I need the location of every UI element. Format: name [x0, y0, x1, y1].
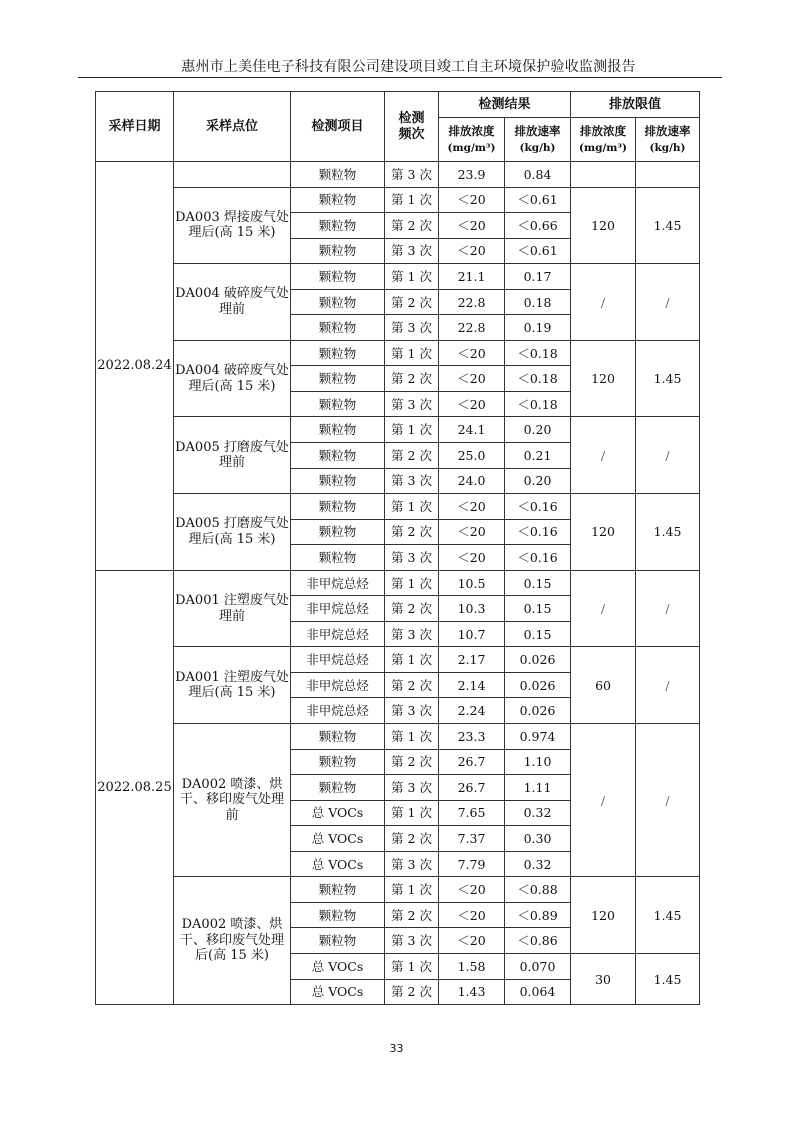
concentration-cell: 24.0	[439, 468, 505, 494]
report-header-title: 惠州市上美佳电子科技有限公司建设项目竣工自主环境保护验收监测报告	[181, 59, 636, 75]
table-row	[96, 724, 700, 750]
rate-cell: 0.15	[505, 621, 571, 647]
concentration-cell: ＜20	[439, 494, 505, 520]
frequency-cell: 第 2 次	[385, 366, 439, 392]
item-cell: 非甲烷总烃	[291, 647, 385, 673]
sampling-point-cell: DA001 注塑废气处理前	[174, 570, 291, 647]
concentration-cell: 2.17	[439, 647, 505, 673]
concentration-cell: 7.37	[439, 826, 505, 852]
rate-cell: ＜0.61	[505, 238, 571, 264]
limit-conc-cell: 120	[571, 340, 636, 417]
item-cell: 颗粒物	[291, 468, 385, 494]
item-cell: 非甲烷总烃	[291, 570, 385, 596]
frequency-cell: 第 2 次	[385, 213, 439, 239]
frequency-cell: 第 2 次	[385, 289, 439, 315]
frequency-cell: 第 3 次	[385, 545, 439, 571]
limit-conc-cell	[571, 162, 636, 188]
frequency-cell: 第 1 次	[385, 187, 439, 213]
rate-cell: 0.32	[505, 851, 571, 877]
item-cell: 颗粒物	[291, 724, 385, 750]
sampling-date-cell: 2022.08.24	[96, 162, 174, 571]
header-limit-rate: 排放速率 (kg/h)	[636, 118, 700, 162]
limit-rate-cell: 1.45	[636, 340, 700, 417]
concentration-cell: ＜20	[439, 213, 505, 239]
rate-cell: ＜0.18	[505, 391, 571, 417]
rate-cell: 0.18	[505, 289, 571, 315]
item-cell: 颗粒物	[291, 775, 385, 801]
frequency-cell: 第 1 次	[385, 417, 439, 443]
header-results: 检测结果	[439, 92, 571, 118]
rate-cell: 0.15	[505, 596, 571, 622]
header-point: 采样点位	[174, 92, 291, 162]
item-cell: 颗粒物	[291, 519, 385, 545]
header-frequency-line2: 频次	[398, 126, 425, 142]
limit-rate-cell: /	[636, 570, 700, 647]
item-cell: 颗粒物	[291, 264, 385, 290]
rate-cell: ＜0.89	[505, 902, 571, 928]
item-cell: 非甲烷总烃	[291, 672, 385, 698]
limit-conc-cell: /	[571, 724, 636, 877]
sampling-point-cell: DA005 打磨废气处理后(高 15 米)	[174, 494, 291, 571]
rate-cell: ＜0.16	[505, 519, 571, 545]
frequency-cell: 第 2 次	[385, 749, 439, 775]
rate-cell: 0.15	[505, 570, 571, 596]
frequency-cell: 第 2 次	[385, 443, 439, 469]
item-cell: 颗粒物	[291, 443, 385, 469]
table-row	[96, 647, 700, 673]
concentration-cell: ＜20	[439, 187, 505, 213]
item-cell: 颗粒物	[291, 238, 385, 264]
frequency-cell: 第 1 次	[385, 647, 439, 673]
rate-cell: 0.84	[505, 162, 571, 188]
item-cell: 颗粒物	[291, 289, 385, 315]
frequency-cell: 第 1 次	[385, 570, 439, 596]
header-conc: 排放浓度 (mg/m³)	[439, 118, 505, 162]
concentration-cell: 24.1	[439, 417, 505, 443]
limit-rate-cell: 1.45	[636, 877, 700, 954]
sampling-point-cell: DA002 喷漆、烘干、移印废气处理后(高 15 米)	[174, 877, 291, 1005]
concentration-cell: 7.79	[439, 851, 505, 877]
concentration-cell: ＜20	[439, 545, 505, 571]
item-cell: 颗粒物	[291, 902, 385, 928]
limit-rate-cell: 1.45	[636, 187, 700, 264]
frequency-cell: 第 3 次	[385, 315, 439, 341]
item-cell: 颗粒物	[291, 877, 385, 903]
limit-conc-cell: 120	[571, 877, 636, 954]
concentration-cell: 10.5	[439, 570, 505, 596]
concentration-cell: 1.43	[439, 979, 505, 1005]
limit-rate-cell: 1.45	[636, 494, 700, 571]
concentration-cell: ＜20	[439, 519, 505, 545]
frequency-cell: 第 2 次	[385, 596, 439, 622]
rate-cell: 0.19	[505, 315, 571, 341]
concentration-cell: 2.24	[439, 698, 505, 724]
limit-conc-cell: 60	[571, 647, 636, 724]
header-limits: 排放限值	[571, 92, 700, 118]
item-cell: 颗粒物	[291, 366, 385, 392]
item-cell: 非甲烷总烃	[291, 698, 385, 724]
header-frequency	[385, 92, 439, 162]
item-cell: 总 VOCs	[291, 953, 385, 979]
item-cell: 颗粒物	[291, 545, 385, 571]
table-row	[96, 187, 700, 213]
limit-conc-cell: 120	[571, 187, 636, 264]
rate-cell: 0.026	[505, 698, 571, 724]
concentration-cell: 26.7	[439, 775, 505, 801]
concentration-cell: 22.8	[439, 315, 505, 341]
item-cell: 总 VOCs	[291, 851, 385, 877]
sampling-point-cell: DA004 破碎废气处理后(高 15 米)	[174, 340, 291, 417]
concentration-cell: ＜20	[439, 340, 505, 366]
item-cell: 颗粒物	[291, 162, 385, 188]
item-cell: 总 VOCs	[291, 979, 385, 1005]
rate-cell: ＜0.16	[505, 545, 571, 571]
frequency-cell: 第 2 次	[385, 672, 439, 698]
concentration-cell: 21.1	[439, 264, 505, 290]
rate-cell: 0.32	[505, 800, 571, 826]
rate-cell: 0.20	[505, 468, 571, 494]
concentration-cell: 26.7	[439, 749, 505, 775]
concentration-cell: 22.8	[439, 289, 505, 315]
limit-conc-cell: /	[571, 417, 636, 494]
rate-cell: ＜0.86	[505, 928, 571, 954]
table-row	[96, 494, 700, 520]
sampling-point-cell: DA005 打磨废气处理前	[174, 417, 291, 494]
sampling-point-cell: DA003 焊接废气处理后(高 15 米)	[174, 187, 291, 264]
item-cell: 非甲烷总烃	[291, 596, 385, 622]
rate-cell: 1.11	[505, 775, 571, 801]
header-limit-conc: 排放浓度 (mg/m³)	[571, 118, 636, 162]
sampling-point-cell: DA001 注塑废气处理后(高 15 米)	[174, 647, 291, 724]
rate-cell: ＜0.16	[505, 494, 571, 520]
limit-rate-cell	[636, 162, 700, 188]
frequency-cell: 第 2 次	[385, 519, 439, 545]
frequency-cell: 第 2 次	[385, 902, 439, 928]
sampling-point-cell: DA004 破碎废气处理前	[174, 264, 291, 341]
header-frequency-line1: 检测	[398, 110, 425, 126]
rate-cell: ＜0.18	[505, 366, 571, 392]
frequency-cell: 第 1 次	[385, 953, 439, 979]
rate-cell: 0.30	[505, 826, 571, 852]
concentration-cell: ＜20	[439, 238, 505, 264]
header-rate: 排放速率 (kg/h)	[505, 118, 571, 162]
limit-rate-cell: 1.45	[636, 953, 700, 1004]
sampling-date-cell: 2022.08.25	[96, 570, 174, 1004]
concentration-cell: 23.3	[439, 724, 505, 750]
limit-rate-cell: /	[636, 647, 700, 724]
frequency-cell: 第 3 次	[385, 698, 439, 724]
rate-cell: ＜0.61	[505, 187, 571, 213]
frequency-cell: 第 3 次	[385, 162, 439, 188]
concentration-cell: 1.58	[439, 953, 505, 979]
frequency-cell: 第 1 次	[385, 264, 439, 290]
frequency-cell: 第 1 次	[385, 724, 439, 750]
frequency-cell: 第 3 次	[385, 621, 439, 647]
concentration-cell: ＜20	[439, 902, 505, 928]
item-cell: 颗粒物	[291, 315, 385, 341]
limit-conc-cell: 30	[571, 953, 636, 1004]
frequency-cell: 第 3 次	[385, 928, 439, 954]
frequency-cell: 第 2 次	[385, 979, 439, 1005]
limit-conc-cell: 120	[571, 494, 636, 571]
frequency-cell: 第 1 次	[385, 800, 439, 826]
rate-cell: 0.20	[505, 417, 571, 443]
frequency-cell: 第 3 次	[385, 468, 439, 494]
table-row	[96, 417, 700, 443]
rate-cell: 0.17	[505, 264, 571, 290]
rate-cell: ＜0.18	[505, 340, 571, 366]
frequency-cell: 第 1 次	[385, 494, 439, 520]
rate-cell: 0.070	[505, 953, 571, 979]
rate-cell: 0.21	[505, 443, 571, 469]
item-cell: 总 VOCs	[291, 800, 385, 826]
concentration-cell: ＜20	[439, 877, 505, 903]
concentration-cell: 23.9	[439, 162, 505, 188]
rate-cell: ＜0.66	[505, 213, 571, 239]
table-row	[96, 162, 700, 188]
item-cell: 颗粒物	[291, 391, 385, 417]
header-date: 采样日期	[96, 92, 174, 162]
sampling-point-cell	[174, 162, 291, 188]
rate-cell: 0.026	[505, 647, 571, 673]
concentration-cell: 10.7	[439, 621, 505, 647]
header-rule	[78, 77, 722, 78]
rate-cell: 0.974	[505, 724, 571, 750]
concentration-cell: ＜20	[439, 928, 505, 954]
frequency-cell: 第 3 次	[385, 238, 439, 264]
concentration-cell: 25.0	[439, 443, 505, 469]
frequency-cell: 第 3 次	[385, 775, 439, 801]
concentration-cell: 10.3	[439, 596, 505, 622]
item-cell: 颗粒物	[291, 340, 385, 366]
frequency-cell: 第 3 次	[385, 391, 439, 417]
limit-rate-cell: /	[636, 417, 700, 494]
item-cell: 颗粒物	[291, 213, 385, 239]
table-row	[96, 340, 700, 366]
monitoring-results-table	[95, 91, 700, 1005]
rate-cell: 0.064	[505, 979, 571, 1005]
item-cell: 颗粒物	[291, 187, 385, 213]
sampling-point-cell: DA002 喷漆、烘干、移印废气处理前	[174, 724, 291, 877]
item-cell: 颗粒物	[291, 417, 385, 443]
item-cell: 颗粒物	[291, 928, 385, 954]
limit-rate-cell: /	[636, 724, 700, 877]
rate-cell: 1.10	[505, 749, 571, 775]
frequency-cell: 第 3 次	[385, 851, 439, 877]
frequency-cell: 第 2 次	[385, 826, 439, 852]
concentration-cell: ＜20	[439, 391, 505, 417]
rate-cell: 0.026	[505, 672, 571, 698]
item-cell: 非甲烷总烃	[291, 621, 385, 647]
table-row	[96, 570, 700, 596]
item-cell: 颗粒物	[291, 749, 385, 775]
limit-conc-cell: /	[571, 264, 636, 341]
concentration-cell: ＜20	[439, 366, 505, 392]
frequency-cell: 第 1 次	[385, 877, 439, 903]
table-body	[96, 162, 700, 1005]
rate-cell: ＜0.88	[505, 877, 571, 903]
limit-conc-cell: /	[571, 570, 636, 647]
item-cell: 总 VOCs	[291, 826, 385, 852]
item-cell: 颗粒物	[291, 494, 385, 520]
limit-rate-cell: /	[636, 264, 700, 341]
header-item: 检测项目	[291, 92, 385, 162]
page-number: 33	[389, 1042, 404, 1055]
table-row	[96, 877, 700, 903]
concentration-cell: 2.14	[439, 672, 505, 698]
frequency-cell: 第 1 次	[385, 340, 439, 366]
table-row	[96, 264, 700, 290]
concentration-cell: 7.65	[439, 800, 505, 826]
